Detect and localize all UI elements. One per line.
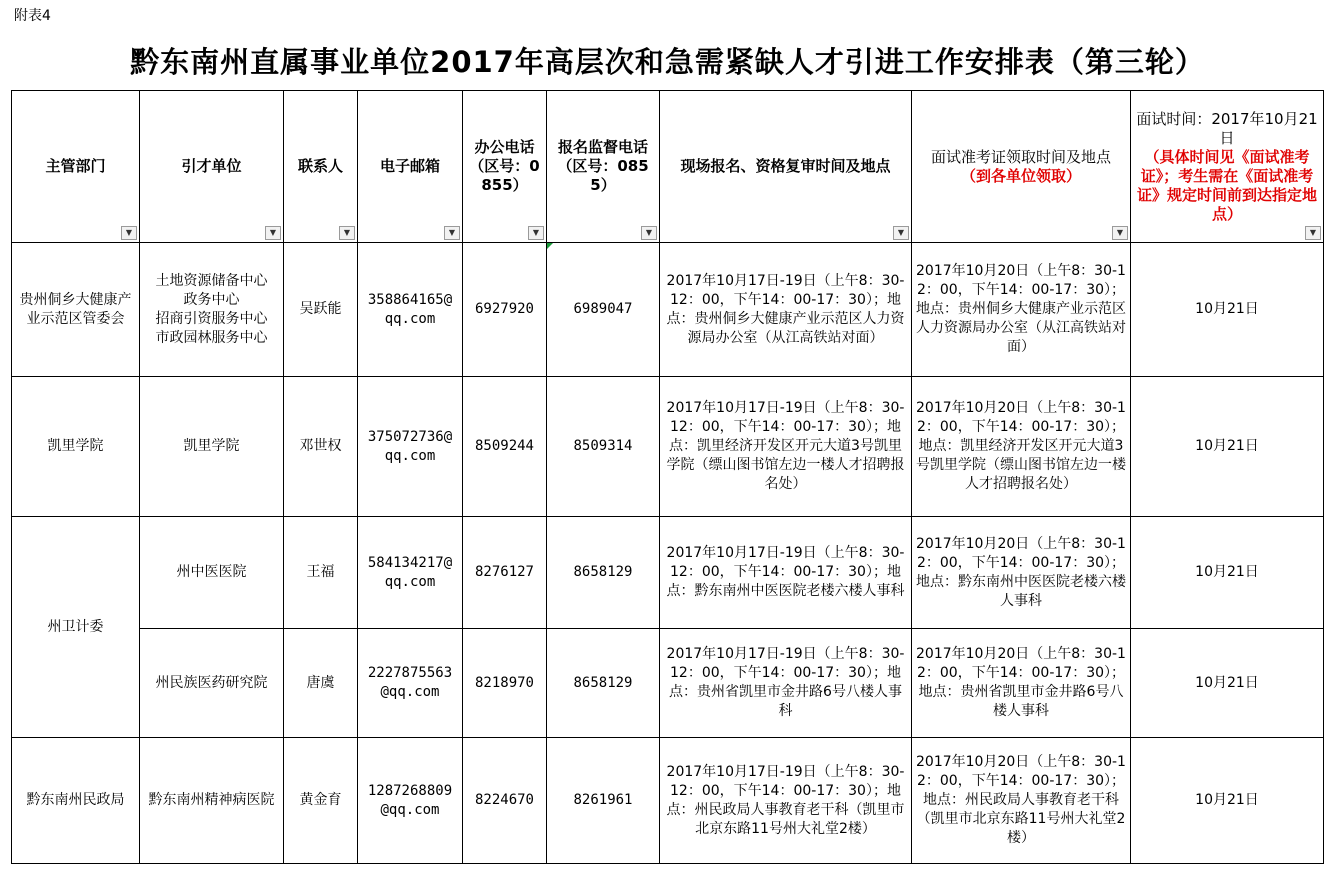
- cell-supervise-phone: 8261961: [547, 738, 660, 864]
- filter-dropdown-icon[interactable]: ▼: [893, 226, 909, 240]
- cell-unit: 土地资源储备中心 政务中心 招商引资服务中心 市政园林服务中心: [140, 243, 284, 377]
- cell-dept: 贵州侗乡大健康产业示范区管委会: [12, 243, 140, 377]
- header-interview: [1131, 91, 1324, 243]
- cell-onsite: 2017年10月17日-19日（上午8：30-12：00，下午14：00-17：30）；地点：贵州省凯里市金井路6号八楼人事科: [660, 629, 912, 738]
- filter-dropdown-icon[interactable]: ▼: [121, 226, 137, 240]
- filter-dropdown-icon[interactable]: ▼: [339, 226, 355, 240]
- cell-supervise-phone: 8658129: [547, 517, 660, 629]
- cell-onsite: 2017年10月17日-19日（上午8：30-12：00，下午14：00-17：30）；地点：凯里经济开发区开元大道3号凯里学院（缥山图书馆左边一楼人才招聘报名处）: [660, 377, 912, 517]
- cell-supervise-phone: 8658129: [547, 629, 660, 738]
- cell-interview: 10月21日: [1131, 517, 1324, 629]
- cell-contact: 邓世权: [284, 377, 358, 517]
- cell-interview: 10月21日: [1131, 377, 1324, 517]
- cell-dept: 州卫计委: [12, 517, 140, 738]
- header-supervise-phone: 报名监督电话（区号：0855） ▼: [547, 91, 660, 243]
- cell-admission: 2017年10月20日（上午8：30-12：00，下午14：00-17：30）；地点：贵州侗乡大健康产业示范区人力资源局办公室（从江高铁站对面）: [912, 243, 1131, 377]
- cell-interview: 10月21日: [1131, 629, 1324, 738]
- filter-dropdown-icon[interactable]: ▼: [1305, 226, 1321, 240]
- cell-onsite: 2017年10月17日-19日（上午8：30-12：00，下午14：00-17：30）；地点：州民政局人事教育老干科（凯里市北京东路11号州大礼堂2楼）: [660, 738, 912, 864]
- header-admission-red: （到各单位领取）: [960, 166, 1081, 185]
- cell-supervise-phone: 8509314: [547, 377, 660, 517]
- filter-dropdown-icon[interactable]: ▼: [1112, 226, 1128, 240]
- header-unit: 引才单位 ▼: [140, 91, 284, 243]
- header-admission-main: 面试准考证领取时间及地点: [930, 147, 1111, 166]
- cell-onsite: 2017年10月17日-19日（上午8：30-12：00，下午14：00-17：30）；地点：黔东南州中医医院老楼六楼人事科: [660, 517, 912, 629]
- cell-office-phone: 6927920: [463, 243, 547, 377]
- cell-interview: 10月21日: [1131, 243, 1324, 377]
- cell-unit: 州中医医院: [140, 517, 284, 629]
- header-dept: 主管部门 ▼: [12, 91, 140, 243]
- header-onsite: 现场报名、资格复审时间及地点 ▼: [660, 91, 912, 243]
- filter-dropdown-icon[interactable]: ▼: [641, 226, 657, 240]
- cell-email: 2227875563 @qq.com: [358, 629, 463, 738]
- cell-supervise-phone: 6989047: [547, 243, 660, 377]
- table-row: [12, 377, 1324, 517]
- cell-marker-icon: [547, 243, 553, 249]
- schedule-table: [11, 90, 1324, 864]
- cell-unit: 州民族医药研究院: [140, 629, 284, 738]
- cell-office-phone: 8224670: [463, 738, 547, 864]
- cell-admission: 2017年10月20日（上午8：30-12：00，下午14：00-17：30）；地点：凯里经济开发区开元大道3号凯里学院（缥山图书馆左边一楼人才招聘报名处）: [912, 377, 1131, 517]
- cell-office-phone: 8276127: [463, 517, 547, 629]
- cell-dept: 黔东南州民政局: [12, 738, 140, 864]
- header-row: [12, 91, 1324, 243]
- header-contact: 联系人 ▼: [284, 91, 358, 243]
- cell-admission: 2017年10月20日（上午8：30-12：00，下午14：00-17：30）；地点：州民政局人事教育老干科（凯里市北京东路11号州大礼堂2楼）: [912, 738, 1131, 864]
- cell-unit: 黔东南州精神病医院: [140, 738, 284, 864]
- cell-contact: 王福: [284, 517, 358, 629]
- table-row: [12, 738, 1324, 864]
- table-row: [12, 243, 1324, 377]
- header-interview-red: （具体时间见《面试准考证》；考生需在《面试准考证》规定时间前到达指定地点）: [1136, 147, 1317, 223]
- filter-dropdown-icon[interactable]: ▼: [528, 226, 544, 240]
- filter-dropdown-icon[interactable]: ▼: [444, 226, 460, 240]
- filter-dropdown-icon[interactable]: ▼: [265, 226, 281, 240]
- page-title: 黔东南州直属事业单位2017年高层次和急需紧缺人才引进工作安排表（第三轮）: [130, 45, 1205, 79]
- cell-interview: 10月21日: [1131, 738, 1324, 864]
- cell-office-phone: 8218970: [463, 629, 547, 738]
- cell-email: 375072736@ qq.com: [358, 377, 463, 517]
- cell-email: 358864165@ qq.com: [358, 243, 463, 377]
- header-interview-main: 面试时间：2017年10月21日: [1136, 109, 1318, 147]
- cell-contact: 吴跃能: [284, 243, 358, 377]
- cell-unit: 凯里学院: [140, 377, 284, 517]
- cell-email: 1287268809 @qq.com: [358, 738, 463, 864]
- cell-office-phone: 8509244: [463, 377, 547, 517]
- cell-admission: 2017年10月20日（上午8：30-12：00，下午14：00-17：30）；地点：贵州省凯里市金井路6号八楼人事科: [912, 629, 1131, 738]
- cell-admission: 2017年10月20日（上午8：30-12：00，下午14：00-17：30）；地点：黔东南州中医医院老楼六楼人事科: [912, 517, 1131, 629]
- table-row: [12, 629, 1324, 738]
- cell-onsite: 2017年10月17日-19日（上午8：30-12：00，下午14：00-17：30）；地点：贵州侗乡大健康产业示范区人力资源局办公室（从江高铁站对面）: [660, 243, 912, 377]
- cell-dept: 凯里学院: [12, 377, 140, 517]
- cell-contact: 黄金育: [284, 738, 358, 864]
- cell-email: 584134217@ qq.com: [358, 517, 463, 629]
- header-email: 电子邮箱 ▼: [358, 91, 463, 243]
- header-admission: [912, 91, 1131, 243]
- header-office-phone: 办公电话（区号：0855） ▼: [463, 91, 547, 243]
- table-row: [12, 517, 1324, 629]
- cell-contact: 唐虞: [284, 629, 358, 738]
- appendix-note: 附表4: [14, 8, 51, 24]
